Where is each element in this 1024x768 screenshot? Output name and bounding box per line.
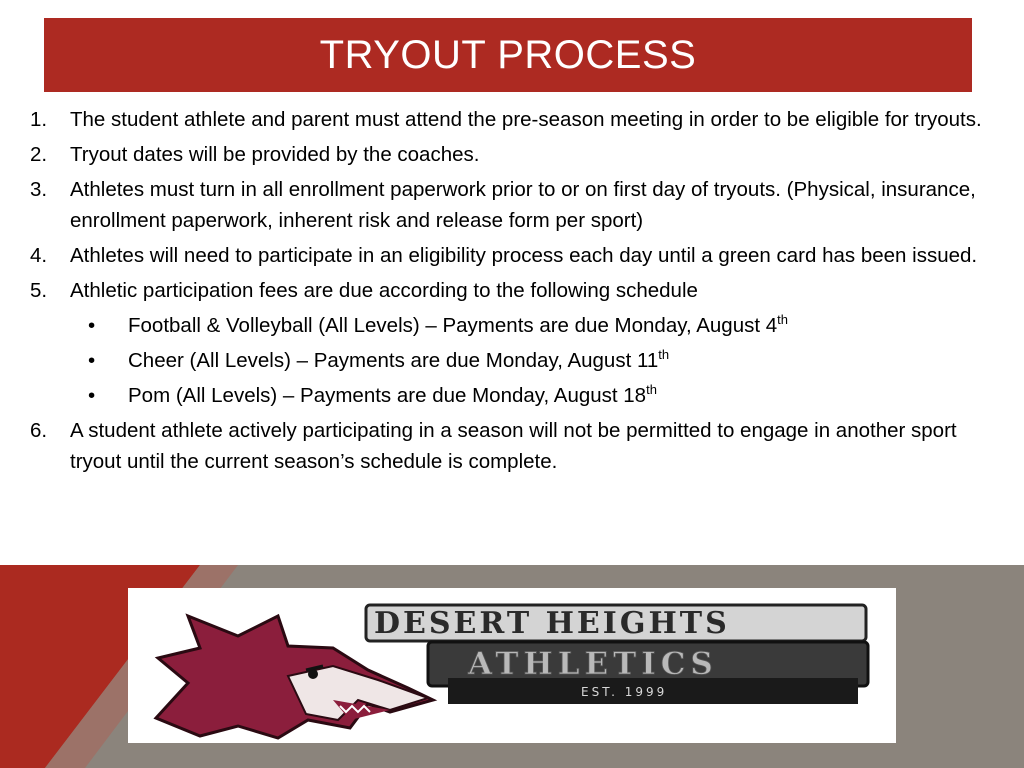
schedule-text: Cheer (All Levels) – Payments are due Monday, August 11 <box>128 349 659 372</box>
tryout-list <box>30 104 1000 481</box>
item-text: The student athlete and parent must attend the pre-season meeting in order to be eligible for tryouts. <box>70 108 982 131</box>
schedule-text: Pom (All Levels) – Payments are due Monday, August 18 <box>128 384 647 407</box>
item-text: Tryout dates will be provided by the coaches. <box>70 143 480 166</box>
item-number: 6. <box>30 419 48 442</box>
logo-line2: ATHLETICS <box>468 646 718 682</box>
athletics-logo <box>128 588 896 743</box>
list-item <box>30 240 1000 271</box>
item-number: 5. <box>30 279 48 302</box>
schedule-item-pom <box>82 380 1000 411</box>
item-text: Athletic participation fees are due according to the following schedule <box>70 279 698 302</box>
list-item <box>30 275 1000 306</box>
item-text: Athletes must turn in all enrollment paperwork prior to or on first day of tryouts. (Physical, insurance, enrollment paperwork, inherent risk and release form per sport) <box>70 178 976 232</box>
bullet: • <box>88 384 96 407</box>
item-number: 1. <box>30 108 48 131</box>
logo-est: EST. 1999 <box>581 685 668 699</box>
bullet: • <box>88 314 96 337</box>
logo-line1: DESERT HEIGHTS <box>374 606 730 641</box>
item-number: 4. <box>30 244 48 267</box>
title-bar <box>44 18 972 92</box>
item-text: A student athlete actively participating in a season will not be permitted to engage in another sport tryout until the current season’s schedule is complete. <box>70 419 957 473</box>
schedule-text: Football & Volleyball (All Levels) – Payments are due Monday, August 4 <box>128 314 778 337</box>
ordinal-suffix: th <box>646 382 657 398</box>
schedule-item-cheer <box>82 345 1000 376</box>
ordinal-suffix: th <box>777 312 788 328</box>
slide-title: TRYOUT PROCESS <box>319 32 697 77</box>
bullet: • <box>88 349 96 372</box>
list-item <box>30 139 1000 170</box>
item-text: Athletes will need to participate in an eligibility process each day until a green card has been issued. <box>70 244 978 267</box>
list-item <box>30 174 1000 236</box>
list-item <box>30 415 1000 477</box>
ordinal-suffix: th <box>658 347 670 363</box>
item-number: 2. <box>30 143 48 166</box>
logo-graphic <box>128 588 896 743</box>
item-number: 3. <box>30 178 48 201</box>
schedule-item-football <box>82 310 1000 341</box>
list-item <box>30 104 1000 135</box>
